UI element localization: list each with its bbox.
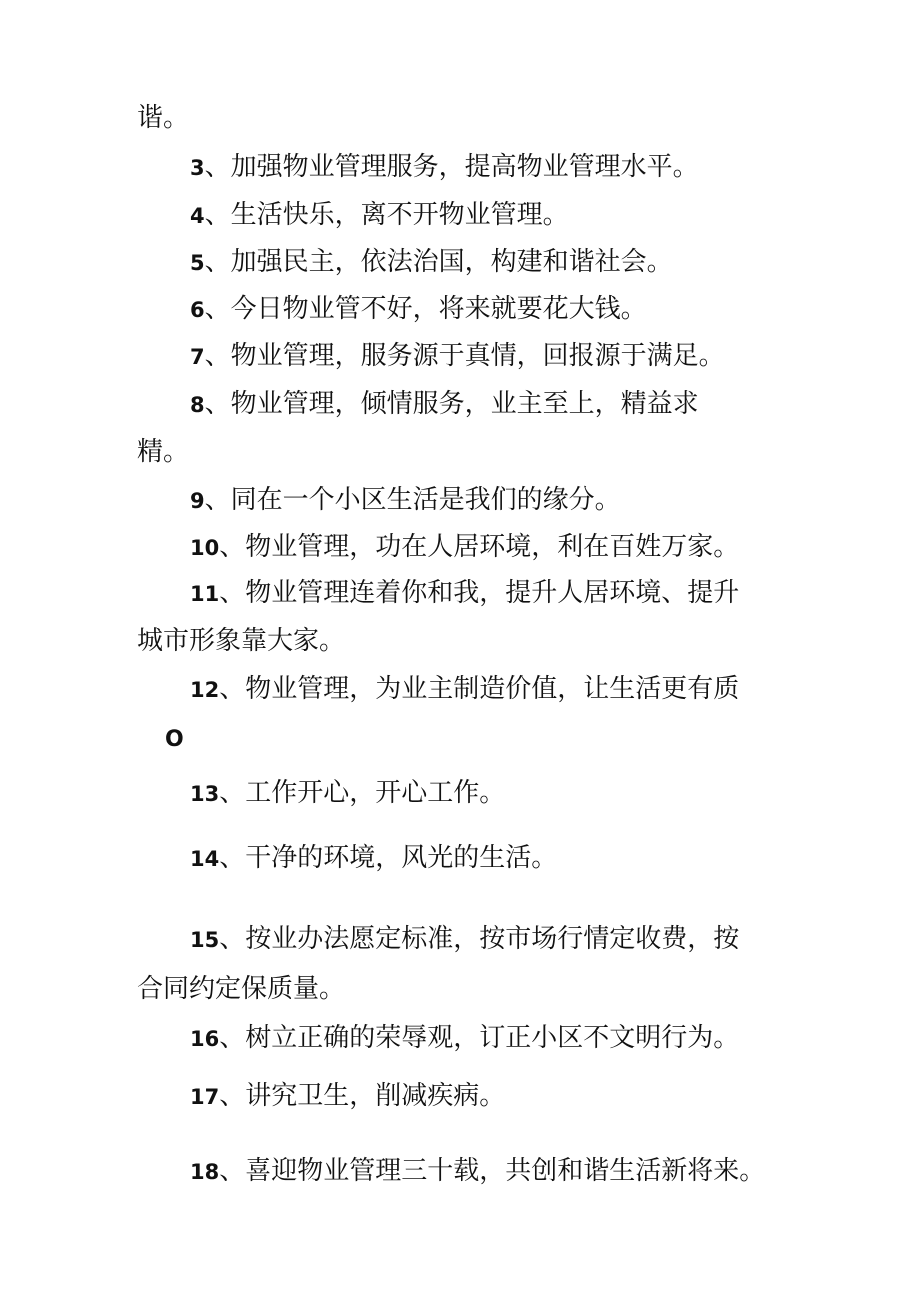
item-text: 、今日物业管不好，将来就要花大钱。 — [204, 294, 647, 324]
slogan-item-11 — [190, 576, 739, 611]
slogan-item-18 — [190, 1154, 765, 1189]
item-text: 、喜迎物业管理三十载，共创和谐生活新将来。 — [219, 1156, 766, 1186]
item-number: 17 — [190, 1085, 220, 1109]
slogan-item-4 — [190, 198, 569, 233]
item-text: 、加强物业管理服务，提高物业管理水平。 — [204, 152, 699, 182]
slogan-item-17 — [190, 1079, 505, 1114]
item-number: 15 — [190, 928, 220, 952]
item-text: 、生活快乐，离不开物业管理。 — [204, 200, 569, 230]
slogan-item-12 — [190, 672, 739, 707]
text-line-continuation — [137, 624, 345, 658]
item-number: 4 — [190, 204, 205, 228]
item-text: 、树立正确的荣辱观，订正小区不文明行为。 — [219, 1023, 740, 1053]
item-text: 、按业办法愿定标准，按市场行情定收费，按 — [219, 924, 740, 954]
slogan-item-3 — [190, 150, 699, 185]
item-text: 、物业管理连着你和我，提升人居环境、提升 — [219, 578, 740, 608]
item-text: 、干净的环境，风光的生活。 — [219, 843, 558, 873]
item-text: 、物业管理，功在人居环境，利在百姓万家。 — [219, 532, 740, 562]
text-line-continuation — [137, 101, 189, 135]
item-text: 、物业管理，倾情服务，业主至上，精益求 — [204, 389, 699, 419]
slogan-item-9 — [190, 483, 621, 518]
slogan-item-7 — [190, 339, 725, 374]
item-number: 7 — [190, 345, 205, 369]
line-text: 谐。 — [137, 103, 190, 133]
stray-mark: O — [165, 727, 184, 752]
item-number: 14 — [190, 847, 220, 871]
item-number: 11 — [190, 582, 220, 606]
item-number: 16 — [190, 1027, 220, 1051]
item-number: 13 — [190, 782, 220, 806]
line-text: 城市形象靠大家。 — [137, 626, 346, 656]
item-text: 、同在一个小区生活是我们的缘分。 — [204, 485, 621, 515]
line-text: 合同约定保质量。 — [137, 974, 346, 1004]
slogan-item-6 — [190, 292, 647, 327]
slogan-item-10 — [190, 530, 739, 565]
item-number: 5 — [190, 251, 205, 275]
line-text: 精。 — [137, 437, 190, 467]
item-text: 、加强民主，依法治国，构建和谐社会。 — [204, 247, 673, 277]
slogan-item-16 — [190, 1021, 739, 1056]
item-number: 10 — [190, 536, 220, 560]
item-text: 、工作开心，开心工作。 — [219, 778, 506, 808]
text-line-continuation — [137, 972, 345, 1006]
slogan-item-15 — [190, 922, 739, 957]
item-text: 、物业管理，为业主制造价值，让生活更有质 — [219, 674, 740, 704]
item-number: 18 — [190, 1160, 220, 1184]
slogan-item-13 — [190, 776, 505, 811]
item-number: 8 — [190, 393, 205, 417]
slogan-item-5 — [190, 245, 673, 280]
item-number: 3 — [190, 156, 205, 180]
text-line-continuation — [137, 435, 189, 469]
slogan-item-14 — [190, 841, 557, 876]
item-text: 、讲究卫生，削减疾病。 — [219, 1081, 506, 1111]
item-text: 、物业管理，服务源于真情，回报源于满足。 — [204, 341, 725, 371]
item-number: 6 — [190, 298, 205, 322]
item-number: 12 — [190, 678, 220, 702]
item-number: 9 — [190, 489, 205, 513]
slogan-item-8 — [190, 387, 699, 422]
